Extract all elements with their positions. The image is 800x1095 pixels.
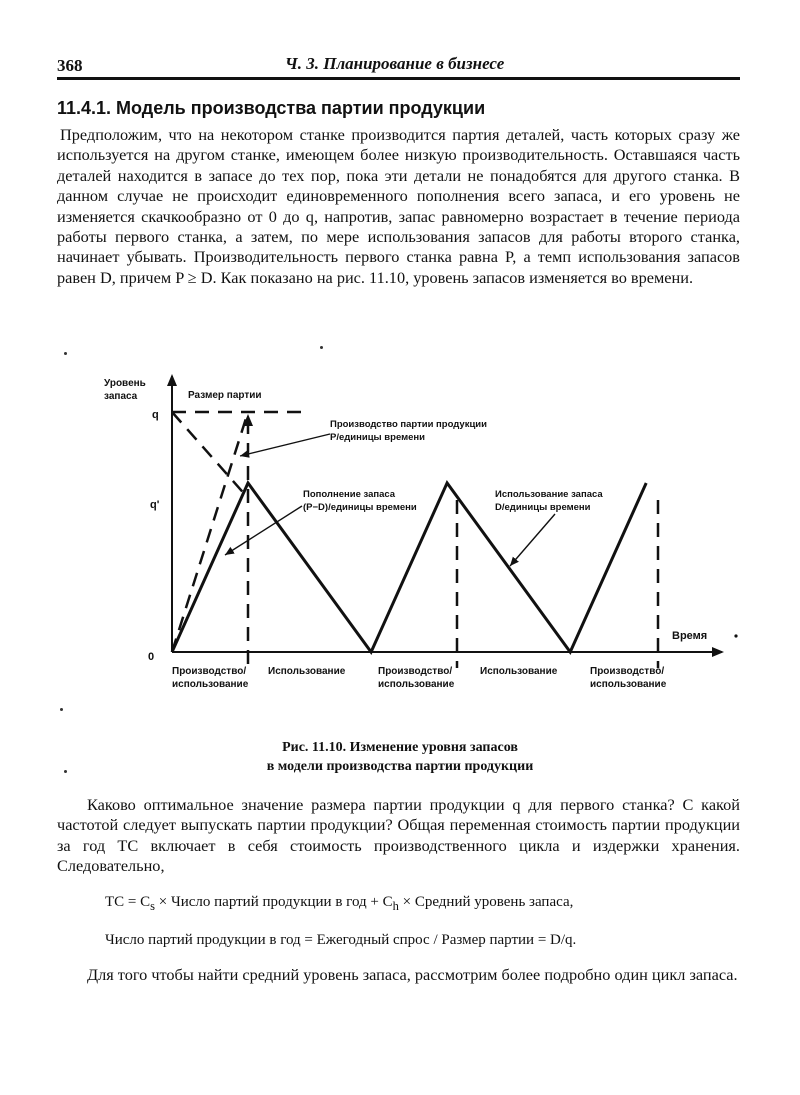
- section-heading: 11.4.1. Модель производства партии продукции: [57, 98, 486, 118]
- header-rule: [57, 77, 740, 80]
- running-title: Ч. 3. Планирование в бизнесе: [285, 54, 505, 73]
- tick-zero: 0: [148, 651, 155, 663]
- inventory-chart: [90, 360, 750, 700]
- phase-label: использование: [172, 679, 249, 690]
- batch-size-label: Размер партии: [188, 390, 262, 401]
- tick-q-prime: q': [150, 499, 160, 511]
- phase-label: Использование: [268, 666, 346, 677]
- x-axis-label: Время: [672, 630, 708, 642]
- replenish-label: (P−D)/единицы времени: [303, 502, 417, 513]
- page-number: 368: [57, 56, 83, 75]
- production-pointer-arrow: [240, 434, 330, 456]
- formula-subscript: h: [392, 899, 399, 913]
- phase-label: Производство/: [378, 666, 453, 677]
- caption-line: Рис. 11.10. Изменение уровня запасов: [282, 740, 518, 755]
- replenish-label: Пополнение запаса: [303, 489, 396, 500]
- scan-speck: [734, 634, 737, 637]
- y-axis-label: запаса: [104, 391, 138, 402]
- y-axis-arrow-icon: [167, 374, 177, 386]
- question-paragraph: Каково оптимальное значение размера партии продукции q для первого станка? С какой частотой следует выпускать партии продукции? Общая переменная стоимость партии продукции за год TC включает в себя стоимость производственного цикла и издержки хранения. Следовательно,: [57, 795, 740, 876]
- figure-caption: [0, 738, 800, 776]
- phase-label: Производство/: [172, 666, 247, 677]
- y-axis-label: Уровень: [104, 378, 146, 389]
- tick-q: q: [152, 409, 159, 421]
- usage-label: Использование запаса: [495, 489, 603, 500]
- formula-part: × Средний уровень запаса,: [398, 894, 574, 910]
- production-label: Производство партии продукции: [330, 419, 487, 430]
- usage-label: D/единицы времени: [495, 502, 591, 513]
- usage-pointer-arrow: [510, 514, 555, 566]
- phase-label: Производство/: [590, 666, 665, 677]
- formula-part: × Число партий продукции в год + C: [155, 894, 393, 910]
- scan-speck: [60, 708, 63, 711]
- conclusion-paragraph: Для того чтобы найти средний уровень запаса, рассмотрим более подробно один цикл запаса.: [87, 965, 738, 984]
- x-axis-arrow-icon: [712, 647, 724, 657]
- formula-part: TC = C: [105, 894, 151, 910]
- phase-label: использование: [378, 679, 455, 690]
- scan-speck: [320, 346, 323, 349]
- replenish-pointer-arrow: [225, 506, 302, 555]
- usage-rate-line: [172, 412, 248, 498]
- caption-line: в модели производства партии продукции: [266, 759, 534, 774]
- production-rate-line: [172, 412, 248, 652]
- batches-formula: Число партий продукции в год = Ежегодный спрос / Размер партии = D/q.: [105, 932, 577, 948]
- phase-label: Использование: [480, 666, 558, 677]
- formula-subscript: s: [150, 899, 156, 913]
- scan-speck: [64, 352, 67, 355]
- phase-label: использование: [590, 679, 667, 690]
- intro-paragraph: Предположим, что на некотором станке производится партия деталей, часть которых сразу же используется на другом станке, имеющем более низкую производительность. Оставшаяся часть деталей находится в запасе до тех пор, пока эти детали не понадобятся для другого станка. В данном случае не происходит единовременного пополнения всего запаса, и его уровень не изменяется скачкообразно от 0 до q, напротив, запас равномерно возрастает в течение периода работы первого станка, а затем, по мере использования запасов для работы второго станка, начинает убывать. Производительность первого станка равна P, а темп использования запасов равен D, причем P ≥ D. Как показано на рис. 11.10, уровень запасов изменяется во времени.: [57, 125, 740, 287]
- production-label: P/единицы времени: [330, 432, 425, 443]
- tc-formula: [105, 894, 573, 914]
